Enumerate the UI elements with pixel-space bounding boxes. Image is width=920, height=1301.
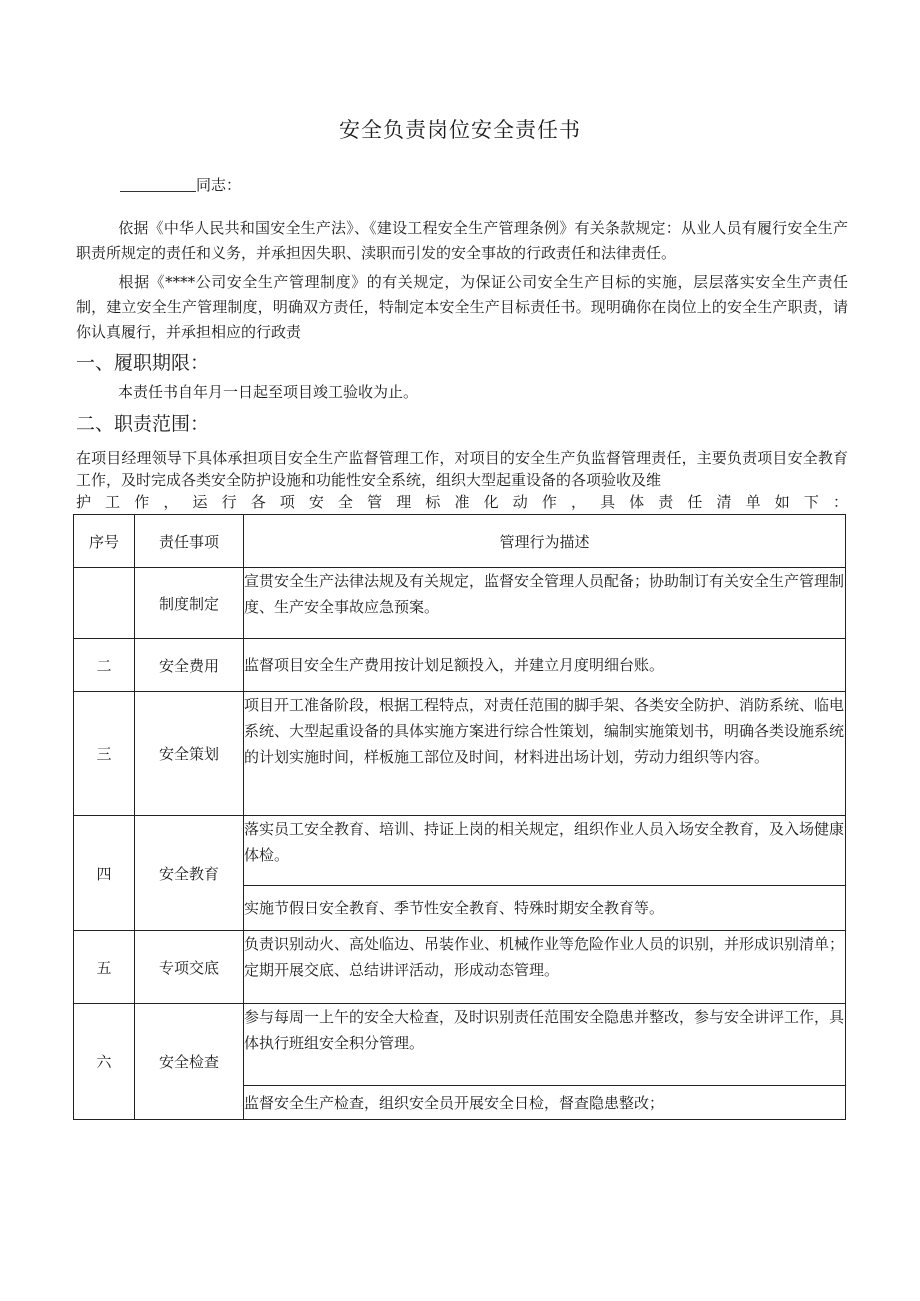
row-item: 安全策划	[135, 692, 244, 816]
row-desc: 监督安全生产检查，组织安全员开展安全日检，督查隐患整改；	[244, 1086, 846, 1120]
section-2-last-line: 护工作，运行各项安全管理标准化动作，具体责任清单如下：	[76, 493, 848, 511]
row-desc: 宣贯安全生产法律法规及有关规定，监督安全管理人员配备；协助制订有关安全生产管理制度、生产安全事故应急预案。	[244, 568, 846, 639]
responsibility-table	[73, 514, 846, 1120]
table-row	[74, 816, 846, 886]
table-row	[74, 1004, 846, 1086]
name-blank[interactable]	[120, 177, 196, 192]
salutation-text: 同志：	[196, 176, 242, 194]
header-desc: 管理行为描述	[244, 515, 846, 568]
section-2-heading: 二、职责范围：	[76, 413, 210, 435]
table-row	[74, 568, 846, 639]
row-num: 四	[74, 816, 135, 931]
table-row	[74, 639, 846, 692]
header-num: 序号	[74, 515, 135, 568]
row-num: 六	[74, 1004, 135, 1120]
row-desc: 实施节假日安全教育、季节性安全教育、特殊时期安全教育等。	[244, 886, 846, 931]
intro-paragraph-2	[76, 270, 848, 345]
intro-text-2: 根据《****公司安全生产管理制度》的有关规定，为保证公司安全生产目标的实施，层层落实安全生产责任制，建立安全生产管理制度，明确双方责任，特制定本安全生产目标责任书。现明确你在岗位上的安全生产职责，请你认真履行，并承担相应的行政责	[76, 273, 848, 341]
table-row	[74, 931, 846, 1004]
table-row	[74, 692, 846, 816]
row-item: 安全检查	[135, 1004, 244, 1120]
section-1-text: 本责任书自年月一日起至项目竣工验收为止。	[118, 383, 419, 401]
row-desc: 监督项目安全生产费用按计划足额投入，并建立月度明细台账。	[244, 639, 846, 692]
row-item: 安全费用	[135, 639, 244, 692]
row-item: 专项交底	[135, 931, 244, 1004]
section-1-paragraph	[76, 380, 848, 405]
row-desc: 负责识别动火、高处临边、吊装作业、机械作业等危险作业人员的识别，并形成识别清单；定期开展交底、总结讲评活动，形成动态管理。	[244, 931, 846, 1004]
row-num	[74, 568, 135, 639]
salutation	[120, 174, 241, 195]
section-2-text: 在项目经理领导下具体承担项目安全生产监督管理工作，对项目的安全生产负监督管理责任，主要负责项目安全教育工作，及时完成各类安全防护设施和功能性安全系统，组织大型起重设备的各项验收及维	[76, 449, 848, 489]
header-item: 责任事项	[135, 515, 244, 568]
section-1-heading: 一、履职期限：	[76, 352, 210, 374]
table-header-row	[74, 515, 846, 568]
row-num: 三	[74, 692, 135, 816]
intro-paragraph-1	[76, 216, 848, 266]
row-desc: 参与每周一上午的安全大检查，及时识别责任范围安全隐患并整改，参与安全讲评工作，具体执行班组安全积分管理。	[244, 1004, 846, 1086]
row-desc: 落实员工安全教育、培训、持证上岗的相关规定，组织作业人员入场安全教育，及入场健康体检。	[244, 816, 846, 886]
row-num: 五	[74, 931, 135, 1004]
row-num: 二	[74, 639, 135, 692]
intro-text-1: 依据《中华人民共和国安全生产法》、《建设工程安全生产管理条例》有关条款规定：从业人员有履行安全生产职责所规定的责任和义务，并承担因失职、渎职而引发的安全事故的行政责任和法律责任。	[76, 219, 848, 262]
section-2-paragraph	[76, 447, 848, 513]
document-title: 安全负责岗位安全责任书	[339, 118, 581, 142]
row-item: 安全教育	[135, 816, 244, 931]
row-desc: 项目开工准备阶段，根据工程特点，对责任范围的脚手架、各类安全防护、消防系统、临电系统、大型起重设备的具体实施方案进行综合性策划，编制实施策划书，明确各类设施系统的计划实施时间，样板施工部位及时间，材料进出场计划，劳动力组织等内容。	[244, 692, 846, 816]
row-item: 制度制定	[135, 568, 244, 639]
